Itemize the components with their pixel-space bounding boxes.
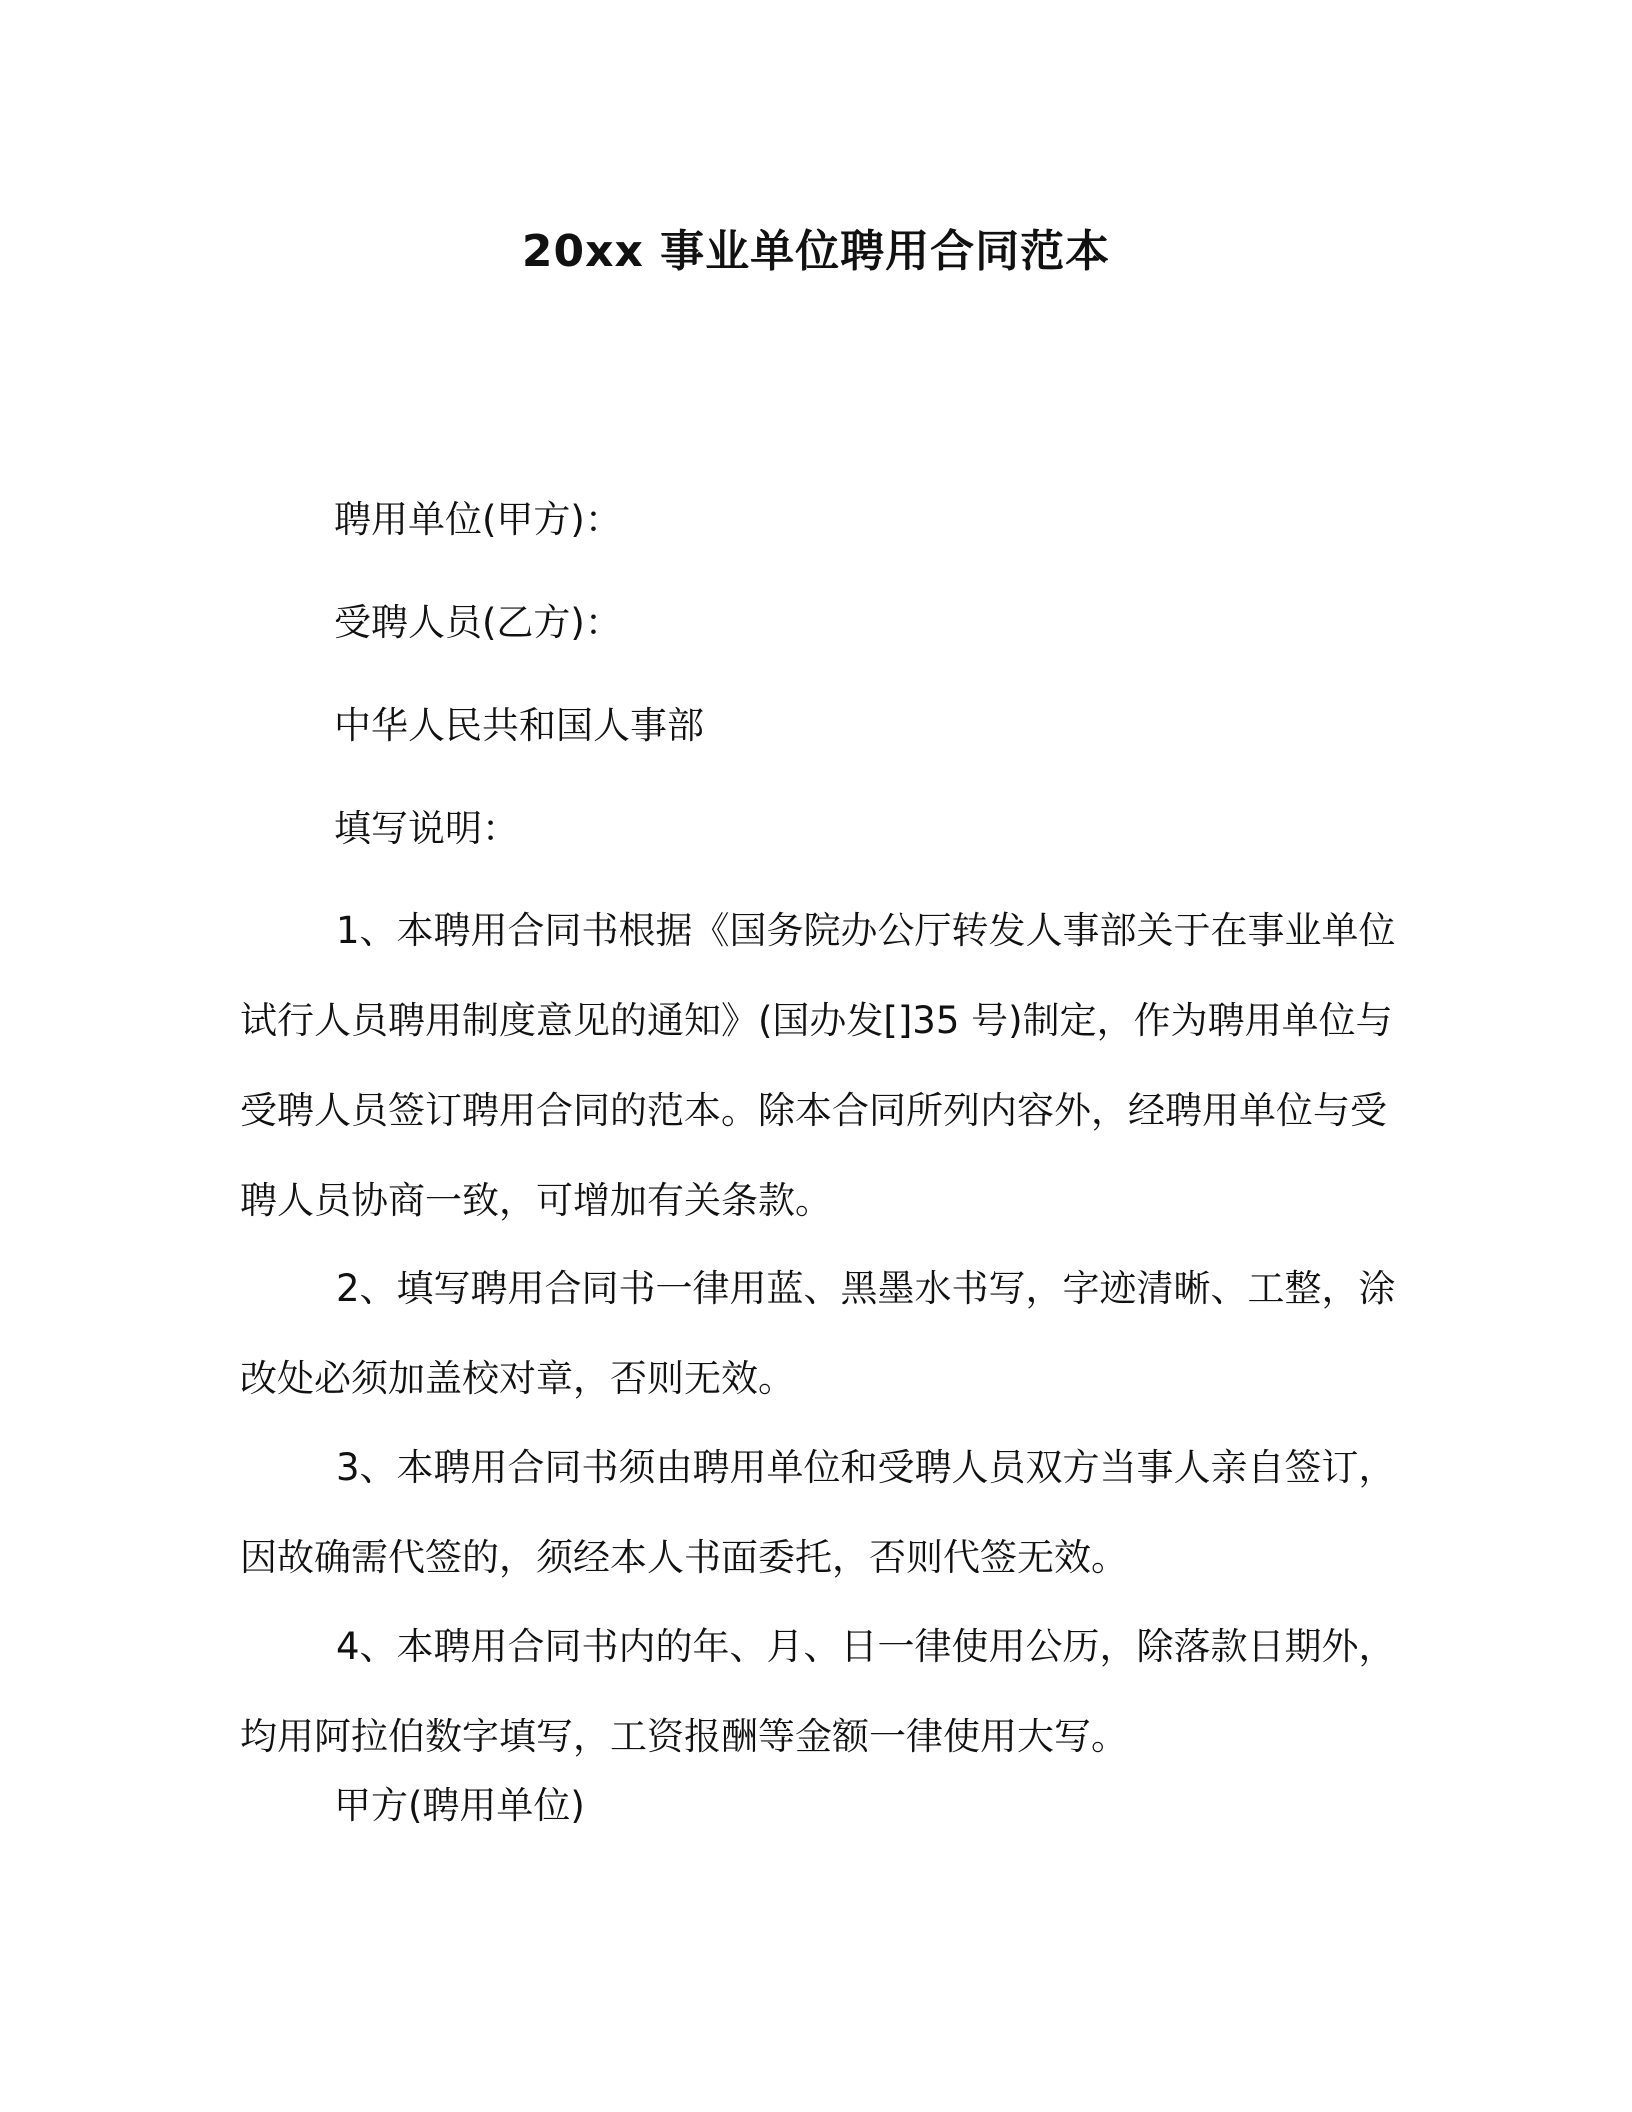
party-a-label: 甲方(聘用单位)	[334, 1784, 585, 1827]
instructions-heading: 填写说明：	[334, 807, 519, 850]
instruction-item-3: 3、本聘用合同书须由聘用单位和受聘人员双方当事人亲自签订，因故确需代签的，须经本人书面委托，否则代签无效。	[240, 1446, 1396, 1579]
employer-field-label: 聘用单位(甲方)：	[334, 498, 622, 541]
employee-field-label: 受聘人员(乙方)：	[334, 601, 622, 644]
instruction-item-4: 4、本聘用合同书内的年、月、日一律使用公历，除落款日期外，均用阿拉伯数字填写，工资报酬等金额一律使用大写。	[240, 1625, 1396, 1758]
instruction-item-2: 2、填写聘用合同书一律用蓝、黑墨水书写，字迹清晰、工整，涂改处必须加盖校对章，否则无效。	[240, 1267, 1396, 1400]
issuer-text: 中华人民共和国人事部	[334, 704, 704, 747]
document-title: 20xx 事业单位聘用合同范本	[521, 226, 1111, 277]
instruction-item-1: 1、本聘用合同书根据《国务院办公厅转发人事部关于在事业单位试行人员聘用制度意见的通知》(国办发[]35 号)制定，作为聘用单位与受聘人员签订聘用合同的范本。除本合同所列内容外，经聘用单位与受聘人员协商一致，可增加有关条款。	[240, 909, 1396, 1222]
